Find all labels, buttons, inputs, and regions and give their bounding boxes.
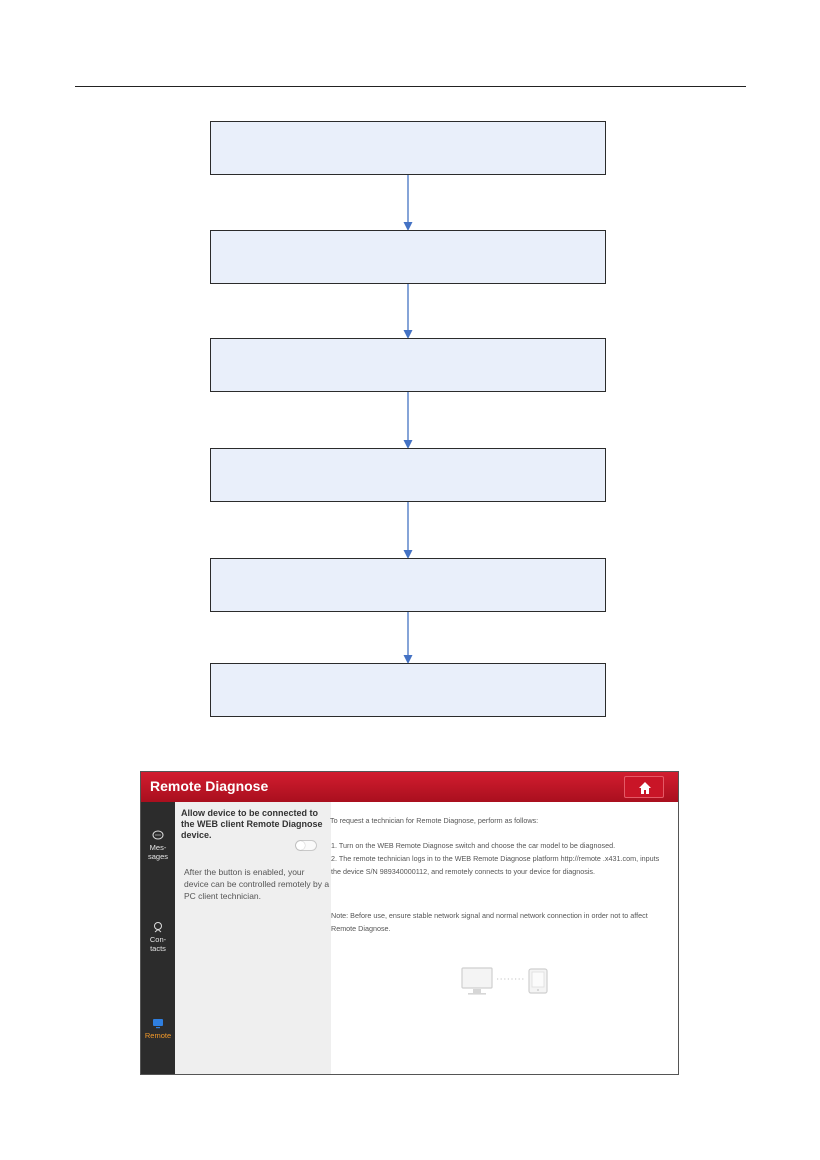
intro-text: To request a technician for Remote Diagnose, perform as follows: (330, 816, 539, 825)
flow-arrow-5 (400, 612, 416, 664)
title-bar (141, 772, 678, 802)
note-text: Note: Before use, ensure stable network signal and normal network connection in order not to affect Remote Diagnose. (331, 911, 648, 933)
allow-remote-heading: Allow device to be connected to the WEB client Remote Diagnose device. (181, 808, 323, 840)
home-button[interactable] (624, 776, 664, 798)
pc-to-device-illustration (461, 967, 553, 999)
message-bubble-icon (152, 830, 164, 841)
home-icon (625, 777, 665, 799)
sidebar-item-label-cont: sages (147, 852, 168, 861)
page-title: Remote Diagnose (150, 778, 269, 794)
sidebar (141, 802, 175, 1075)
remote-monitor-icon (152, 1018, 164, 1029)
step-1-text: 1. Turn on the WEB Remote Diagnose switch and choose the car model to be diagnosed. (331, 841, 616, 850)
flow-step-1 (210, 121, 606, 175)
sidebar-item-messages[interactable] (141, 830, 175, 861)
flow-step-4 (210, 448, 606, 502)
header-rule (75, 86, 746, 87)
flow-arrow-2 (400, 284, 416, 339)
sidebar-item-contacts[interactable] (141, 921, 175, 953)
flow-arrow-1 (400, 175, 416, 231)
remote-diagnose-toggle[interactable] (295, 840, 317, 851)
remote-description: After the button is enabled, your device can be controlled remotely by a PC client technician. (184, 867, 330, 901)
sidebar-item-label: Mes- (149, 843, 167, 852)
sidebar-item-label-cont: tacts (150, 944, 166, 953)
left-panel (175, 802, 331, 1075)
toggle-knob (296, 841, 305, 850)
flow-arrow-4 (400, 502, 416, 559)
flow-step-5 (210, 558, 606, 612)
flow-step-6 (210, 663, 606, 717)
contacts-icon (152, 921, 164, 933)
sidebar-item-remote[interactable] (141, 1018, 175, 1040)
step-2-text: 2. The remote technician logs in to the WEB Remote Diagnose platform http://remote .x431.com, inputs the device S/N 989340000112, and remotely connects to your device for diagnosis. (331, 854, 660, 876)
flow-arrow-3 (400, 392, 416, 449)
remote-diagnose-screen (140, 771, 679, 1075)
flow-step-2 (210, 230, 606, 284)
sidebar-item-label: Con- (149, 935, 167, 944)
flow-step-3 (210, 338, 606, 392)
instructions-panel (331, 802, 678, 1075)
sidebar-item-label: Remote (144, 1031, 172, 1040)
